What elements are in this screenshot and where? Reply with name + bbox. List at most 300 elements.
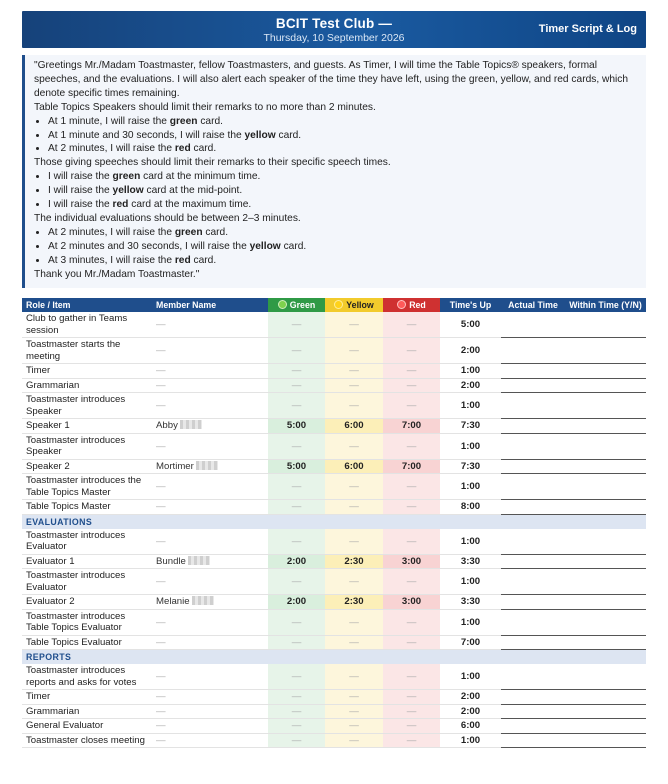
member-cell-text: Abby: [156, 420, 178, 432]
actual-time-field[interactable]: [501, 529, 565, 555]
actual-time-field[interactable]: [501, 733, 565, 748]
member-cell: [152, 459, 268, 474]
red-time-cell-text: —: [406, 365, 417, 377]
actual-time-field[interactable]: [501, 664, 565, 690]
yellow-time-cell-text: 6:00: [344, 460, 364, 472]
member-cell-text: —: [156, 365, 166, 377]
yellow-time-cell-text: —: [349, 720, 359, 732]
yellow-time-cell: [325, 433, 383, 459]
green-time-cell: [268, 635, 325, 650]
header-red: [383, 298, 440, 312]
actual-time-field[interactable]: [501, 378, 565, 393]
role-cell: [22, 554, 152, 569]
within-time-field[interactable]: [565, 338, 646, 364]
role-cell-text: Toastmaster introduces Table Topics Evaluator: [26, 610, 126, 633]
list-text: At 1 minute and 30 seconds, I will raise the: [48, 129, 245, 141]
member-cell-text: —: [156, 319, 166, 330]
green-time-cell: [268, 312, 325, 338]
member-cell-text: —: [156, 379, 166, 391]
header-within-time: Within Time (Y/N): [565, 298, 646, 312]
script-list-item: [48, 184, 638, 198]
yellow-time-cell: [325, 690, 383, 705]
table-row: [22, 569, 646, 595]
within-time-field[interactable]: [565, 474, 646, 500]
red-time-cell-text: —: [406, 481, 417, 492]
green-time-cell-text: —: [291, 319, 302, 330]
role-cell-text: Toastmaster introduces Speaker: [26, 394, 126, 417]
red-dot-icon: [397, 300, 406, 309]
yellow-time-cell: [325, 719, 383, 734]
actual-time-field[interactable]: [501, 474, 565, 500]
member-cell: [152, 474, 268, 500]
member-cell: [152, 554, 268, 569]
role-cell-text: General Evaluator: [26, 720, 104, 731]
yellow-time-cell: [325, 595, 383, 610]
table-row: [22, 690, 646, 705]
times-up-cell-text: 7:00: [460, 636, 481, 648]
member-cell-text: —: [156, 345, 166, 356]
times-up-cell-text: 2:00: [460, 691, 481, 703]
within-time-field[interactable]: [565, 609, 646, 635]
member-cell: [152, 393, 268, 419]
list-text: At 2 minutes and 30 seconds, I will raise the: [48, 240, 250, 252]
red-time-cell-text: —: [406, 691, 417, 703]
actual-time-field[interactable]: [501, 338, 565, 364]
within-time-field[interactable]: [565, 312, 646, 338]
within-time-field[interactable]: [565, 364, 646, 379]
actual-time-field[interactable]: [501, 690, 565, 705]
red-time-cell: [383, 500, 440, 515]
table-row: [22, 378, 646, 393]
green-time-cell-text: —: [291, 481, 302, 492]
yellow-time-cell-text: —: [349, 691, 359, 703]
table-row: [22, 419, 646, 434]
yellow-time-cell: [325, 664, 383, 690]
member-cell: [152, 433, 268, 459]
yellow-time-cell-text: —: [349, 734, 359, 746]
within-time-field[interactable]: [565, 554, 646, 569]
green-time-cell-text: —: [291, 705, 302, 717]
red-time-cell: [383, 569, 440, 595]
role-cell-text: Toastmaster introduces the Table Topics Master: [26, 475, 142, 498]
within-time-field[interactable]: [565, 500, 646, 515]
member-cell: [152, 664, 268, 690]
yellow-time-cell: [325, 393, 383, 419]
section-row: [22, 650, 646, 665]
actual-time-field[interactable]: [501, 393, 565, 419]
table-row: [22, 393, 646, 419]
list-text: card at the minimum time.: [140, 171, 261, 183]
speeches-intro: Those giving speeches should limit their remarks to their specific speech times.: [34, 157, 391, 169]
actual-time-field[interactable]: [501, 635, 565, 650]
table-row: [22, 704, 646, 719]
yellow-time-cell: [325, 554, 383, 569]
header-member: Member Name: [152, 298, 268, 312]
times-up-cell-text: 6:00: [460, 720, 481, 732]
green-dot-icon: [278, 300, 287, 309]
role-cell: [22, 690, 152, 705]
role-cell-text: Club to gather in Teams session: [26, 313, 128, 336]
yellow-time-cell-text: —: [349, 345, 359, 356]
red-time-cell: [383, 338, 440, 364]
actual-time-field[interactable]: [501, 312, 565, 338]
yellow-time-cell-text: —: [349, 379, 359, 391]
green-time-cell-text: —: [291, 720, 302, 732]
header-yellow-label: Yellow: [346, 300, 374, 310]
card-color: green: [169, 115, 198, 127]
role-cell-text: Toastmaster introduces Evaluator: [26, 570, 126, 593]
within-time-field[interactable]: [565, 733, 646, 748]
member-cell-text: —: [156, 535, 166, 547]
member-cell-text: —: [156, 636, 166, 648]
list-text: I will raise the: [48, 185, 113, 197]
red-time-cell-text: —: [406, 501, 417, 513]
member-cell-text: —: [156, 720, 166, 732]
actual-time-field[interactable]: [501, 500, 565, 515]
yellow-time-cell: [325, 364, 383, 379]
document-label: Timer Script & Log: [538, 23, 637, 35]
green-time-cell-text: 2:00: [286, 596, 307, 608]
times-up-cell: [440, 595, 501, 610]
yellow-time-cell-text: 6:00: [344, 420, 364, 432]
role-cell-text: Evaluator 1: [26, 555, 75, 567]
times-up-cell: [440, 433, 501, 459]
section-row: [22, 514, 646, 529]
green-time-cell-text: 5:00: [286, 460, 307, 472]
role-cell: [22, 393, 152, 419]
member-cell: [152, 690, 268, 705]
yellow-time-cell-text: 2:30: [344, 555, 364, 567]
red-time-cell: [383, 704, 440, 719]
role-cell: [22, 595, 152, 610]
green-time-cell: [268, 474, 325, 500]
member-cell-text: —: [156, 671, 166, 682]
times-up-cell-text: 2:00: [460, 345, 481, 356]
actual-time-field[interactable]: [501, 719, 565, 734]
script-list-item: [48, 129, 638, 143]
table-row: [22, 609, 646, 635]
member-cell: [152, 595, 268, 610]
within-time-field[interactable]: [565, 378, 646, 393]
evaluations-intro: The individual evaluations should be between 2–3 minutes.: [34, 212, 301, 224]
yellow-time-cell-text: —: [349, 616, 359, 628]
within-time-field[interactable]: [565, 664, 646, 690]
green-time-cell-text: —: [291, 400, 302, 411]
card-color: yellow: [112, 185, 144, 197]
red-time-cell-text: —: [406, 671, 417, 682]
times-up-cell: [440, 664, 501, 690]
within-time-field[interactable]: [565, 690, 646, 705]
green-time-cell-text: —: [291, 616, 302, 628]
role-cell-text: Toastmaster introduces Speaker: [26, 434, 126, 457]
red-time-cell: [383, 554, 440, 569]
script-list-item: [48, 170, 638, 184]
member-cell-text: —: [156, 440, 166, 452]
times-up-cell-text: 7:30: [460, 460, 481, 472]
member-cell-text: Bundle: [156, 555, 186, 567]
actual-time-field[interactable]: [501, 419, 565, 434]
red-time-cell: [383, 433, 440, 459]
role-cell: [22, 733, 152, 748]
red-time-cell: [383, 635, 440, 650]
red-time-cell: [383, 664, 440, 690]
times-up-cell-text: 1:00: [460, 535, 481, 547]
yellow-time-cell: [325, 704, 383, 719]
role-cell: [22, 609, 152, 635]
yellow-time-cell: [325, 529, 383, 555]
list-text: At 1 minute, I will raise the: [48, 115, 170, 127]
actual-time-field[interactable]: [501, 609, 565, 635]
times-up-cell: [440, 364, 501, 379]
member-cell: [152, 419, 268, 434]
member-cell-text: Melanie: [156, 596, 190, 608]
yellow-time-cell-text: —: [349, 365, 359, 377]
header-actual-time: Actual Time: [501, 298, 565, 312]
times-up-cell-text: 1:00: [460, 576, 481, 587]
header-green-label: Green: [289, 300, 316, 310]
times-up-cell: [440, 474, 501, 500]
red-time-cell-text: 7:00: [401, 460, 422, 472]
list-text: I will raise the: [48, 171, 113, 183]
member-cell: [152, 719, 268, 734]
role-cell: [22, 704, 152, 719]
timing-log-table: [22, 298, 646, 748]
role-cell-text: Grammarian: [26, 379, 80, 391]
green-time-cell-text: —: [291, 501, 302, 513]
yellow-time-cell-text: —: [349, 576, 359, 587]
times-up-cell-text: 2:00: [460, 379, 481, 391]
green-time-cell: [268, 554, 325, 569]
table-row: [22, 312, 646, 338]
green-time-cell: [268, 433, 325, 459]
times-up-cell-text: 1:00: [460, 400, 481, 411]
within-time-field[interactable]: [565, 635, 646, 650]
role-cell-text: Timer: [26, 365, 51, 376]
actual-time-field[interactable]: [501, 554, 565, 569]
table-row: [22, 338, 646, 364]
times-up-cell-text: 5:00: [460, 319, 481, 330]
within-time-field[interactable]: [565, 595, 646, 610]
red-time-cell-text: —: [406, 720, 417, 732]
red-time-cell-text: —: [406, 636, 417, 648]
script-list-item: [48, 240, 638, 254]
script-closing: Thank you Mr./Madam Toastmaster.": [34, 268, 200, 280]
speeches-list: [34, 170, 638, 212]
red-time-cell-text: —: [406, 319, 417, 330]
list-text: card at the maximum time.: [128, 199, 252, 211]
within-time-field[interactable]: [565, 393, 646, 419]
green-time-cell-text: —: [291, 345, 302, 356]
within-time-field[interactable]: [565, 529, 646, 555]
card-color: red: [112, 199, 129, 211]
table-row: [22, 554, 646, 569]
times-up-cell-text: 2:00: [460, 705, 481, 717]
script-intro: "Greetings Mr./Madam Toastmaster, fellow Toastmasters, and guests. As Timer, I will time the Table Topics® speakers, formal speeches, and the evaluations. I will also alert each speaker of the time they have left, using the green, yellow, and red cards, which denote specific times remaining.: [34, 60, 629, 99]
green-time-cell-text: —: [291, 691, 302, 703]
red-time-cell-text: 7:00: [401, 420, 422, 432]
timer-script: [22, 55, 646, 288]
role-cell-text: Speaker 2: [26, 460, 70, 472]
times-up-cell-text: 1:00: [460, 671, 481, 682]
red-time-cell: [383, 419, 440, 434]
member-cell-text: —: [156, 501, 166, 513]
redacted-surname: [192, 596, 214, 605]
within-time-field[interactable]: [565, 419, 646, 434]
section-label: REPORTS: [22, 650, 646, 665]
table-header-row: [22, 298, 646, 312]
page-header: [22, 11, 646, 48]
within-time-field[interactable]: [565, 704, 646, 719]
actual-time-field[interactable]: [501, 595, 565, 610]
role-cell: [22, 719, 152, 734]
list-text: I will raise the: [48, 199, 113, 211]
times-up-cell: [440, 609, 501, 635]
times-up-cell: [440, 733, 501, 748]
yellow-time-cell: [325, 474, 383, 500]
red-time-cell-text: —: [406, 576, 417, 587]
yellow-time-cell-text: —: [349, 481, 359, 492]
times-up-cell-text: 1:00: [460, 365, 481, 377]
yellow-time-cell: [325, 635, 383, 650]
role-cell: [22, 433, 152, 459]
actual-time-field[interactable]: [501, 459, 565, 474]
red-time-cell: [383, 609, 440, 635]
red-time-cell-text: —: [406, 345, 417, 356]
green-time-cell: [268, 338, 325, 364]
section-label: EVALUATIONS: [22, 514, 646, 529]
green-time-cell-text: —: [291, 365, 302, 377]
times-up-cell-text: 8:00: [460, 501, 481, 513]
list-text: card.: [280, 240, 307, 252]
green-time-cell: [268, 690, 325, 705]
list-text: card.: [190, 143, 217, 155]
red-time-cell-text: —: [406, 734, 417, 746]
role-cell: [22, 459, 152, 474]
yellow-time-cell-text: —: [349, 705, 359, 717]
list-text: At 2 minutes, I will raise the: [48, 226, 175, 238]
yellow-time-cell: [325, 609, 383, 635]
table-row: [22, 664, 646, 690]
red-time-cell: [383, 312, 440, 338]
table-topics-intro: Table Topics Speakers should limit their remarks to no more than 2 minutes.: [34, 101, 376, 113]
red-time-cell: [383, 733, 440, 748]
red-time-cell: [383, 459, 440, 474]
role-cell-text: Toastmaster starts the meeting: [26, 339, 121, 362]
red-time-cell-text: —: [406, 705, 417, 717]
member-cell-text: —: [156, 705, 166, 717]
yellow-time-cell-text: —: [349, 319, 359, 330]
actual-time-field[interactable]: [501, 569, 565, 595]
times-up-cell: [440, 459, 501, 474]
header-red-label: Red: [409, 300, 426, 310]
within-time-field[interactable]: [565, 459, 646, 474]
member-cell: [152, 569, 268, 595]
actual-time-field[interactable]: [501, 433, 565, 459]
script-list-item: [48, 198, 638, 212]
table-row: [22, 459, 646, 474]
role-cell-text: Timer: [26, 691, 51, 702]
red-time-cell: [383, 378, 440, 393]
times-up-cell: [440, 554, 501, 569]
list-text: card.: [197, 115, 223, 127]
green-time-cell-text: —: [291, 576, 302, 587]
yellow-time-cell-text: —: [349, 671, 359, 682]
yellow-time-cell-text: —: [349, 636, 359, 648]
times-up-cell: [440, 719, 501, 734]
yellow-dot-icon: [334, 300, 343, 309]
red-time-cell: [383, 719, 440, 734]
role-cell-text: Speaker 1: [26, 420, 70, 431]
evaluations-list: [34, 226, 638, 268]
green-time-cell: [268, 459, 325, 474]
member-cell: [152, 338, 268, 364]
role-cell: [22, 378, 152, 393]
times-up-cell: [440, 500, 501, 515]
role-cell: [22, 529, 152, 555]
yellow-time-cell-text: —: [349, 501, 359, 513]
times-up-cell: [440, 378, 501, 393]
member-cell: [152, 312, 268, 338]
script-list-item: [48, 254, 638, 268]
times-up-cell: [440, 704, 501, 719]
times-up-cell-text: 1:00: [460, 616, 481, 628]
yellow-time-cell: [325, 733, 383, 748]
actual-time-field[interactable]: [501, 704, 565, 719]
red-time-cell: [383, 595, 440, 610]
table-row: [22, 433, 646, 459]
list-text: card.: [190, 254, 217, 266]
times-up-cell-text: 1:00: [460, 481, 481, 492]
red-time-cell-text: —: [406, 616, 417, 628]
header-yellow: [325, 298, 383, 312]
green-time-cell-text: —: [291, 440, 302, 452]
card-color: red: [174, 143, 191, 155]
member-cell-text: Mortimer: [156, 460, 194, 472]
red-time-cell-text: —: [406, 440, 417, 452]
member-cell-text: —: [156, 734, 166, 746]
table-body: [22, 312, 646, 748]
within-time-field[interactable]: [565, 569, 646, 595]
green-time-cell-text: 5:00: [286, 420, 307, 432]
yellow-time-cell: [325, 312, 383, 338]
within-time-field[interactable]: [565, 719, 646, 734]
member-cell-text: —: [156, 481, 166, 492]
redacted-surname: [188, 556, 210, 565]
list-text: card.: [275, 129, 302, 141]
table-row: [22, 474, 646, 500]
role-cell-text: Toastmaster closes meeting: [26, 734, 145, 746]
table-row: [22, 500, 646, 515]
times-up-cell: [440, 338, 501, 364]
actual-time-field[interactable]: [501, 364, 565, 379]
times-up-cell: [440, 312, 501, 338]
red-time-cell: [383, 474, 440, 500]
role-cell: [22, 569, 152, 595]
red-time-cell: [383, 690, 440, 705]
within-time-field[interactable]: [565, 433, 646, 459]
green-time-cell: [268, 378, 325, 393]
yellow-time-cell-text: —: [349, 440, 359, 452]
green-time-cell-text: —: [291, 535, 302, 547]
times-up-cell-text: 1:00: [460, 440, 481, 452]
green-time-cell-text: —: [291, 636, 302, 648]
red-time-cell: [383, 364, 440, 379]
times-up-cell-text: 3:30: [460, 596, 481, 608]
card-color: yellow: [244, 129, 276, 141]
green-time-cell: [268, 719, 325, 734]
red-time-cell-text: —: [406, 400, 417, 411]
member-cell: [152, 500, 268, 515]
